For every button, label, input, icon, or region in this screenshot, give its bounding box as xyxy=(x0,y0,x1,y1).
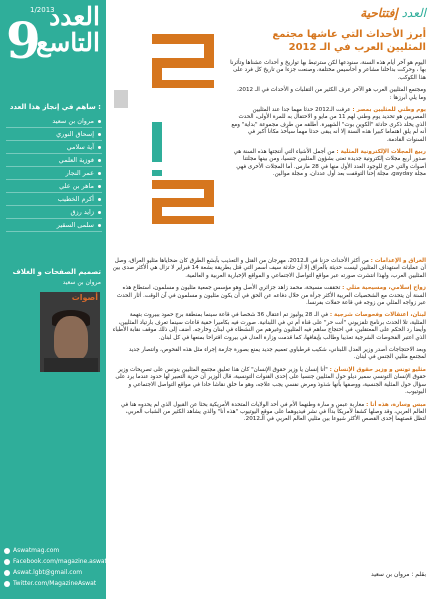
text-magazines: من أجمل الأشياء التي أنتجتها هذه السنة هي صدور أربع مجلات إلكترونية جديدة تعنى بشؤون المثليين جنسيا، ومن بينها مجلتنا أصوات والتي خرج للوجود العدد الأول منها في 28 مارس. أما المجلات الأخرى فهي مجلة gayday، مجلة إحنا التوقفت بعد أول عددان، و مجلة موالين. xyxy=(233,149,426,178)
label-marriage: زواج إسلامي، ومسيحية مثلي : xyxy=(342,285,426,292)
text-iraq: من أكثر الأحداث حزنا في الـ2012، مهرجان من القتل و التعذيب بأبشع الطرق كان ضحاياها مثليو العراق، وصل أن عمليات استهداف المثليين ليست حديثة بالعراق إلا أن حادثة سيف أسمر التي قتل بطريقة بشعة 14 فبراير لا تزال هي الأكثر صدى بين المثليين العرب، ولهذا انتشرت صورته عبر مواقع التواصل الاجتماعي و المواقع الإخبارية العربية و العالمية. xyxy=(112,258,426,279)
issue-number: 9 xyxy=(6,11,41,70)
paragraph-lebanon-2: وبعد الاحتجاجات أصدر وزير العدل اللبناني، شكيب قرطباوي تعميم جديد يمنع بصورة جازمة إجراء مثل هذه الفحوص، وانتصار جديد لمجتمع مثليي الجنس في لبنان. xyxy=(128,347,426,361)
twitter-icon xyxy=(4,581,10,587)
facebook-icon xyxy=(4,559,10,565)
year-2012-graphic xyxy=(112,30,222,226)
label-egypt: يوم وطني للمثليين بمصر : xyxy=(352,107,426,114)
label-youtube: مبس وسارة، هذه أنا : xyxy=(366,401,426,408)
digit-2-bottom xyxy=(152,180,214,224)
sidebar xyxy=(0,0,106,599)
paragraph-marriage xyxy=(112,285,426,307)
paragraph-tunisia xyxy=(112,367,426,397)
digit-0 xyxy=(114,90,128,108)
article-column-top xyxy=(230,60,426,184)
contributor-item: ماهر بن علي xyxy=(6,180,102,193)
article-column-full xyxy=(112,258,426,429)
cover-face xyxy=(54,316,88,360)
web-icon xyxy=(4,548,10,554)
cover-masthead: أصوات xyxy=(71,293,98,302)
paragraph-magazines xyxy=(230,149,426,179)
contributor-item: زايد رزق xyxy=(6,206,102,219)
contributor-item: عمر النجار xyxy=(6,167,102,180)
label-tunisia: مثليو تونس و وزير حقوق الإنسان : xyxy=(329,366,426,373)
paragraph-egypt xyxy=(230,107,426,144)
logo-suffix: العدد xyxy=(401,6,426,20)
article-byline: بقلم : مروان بن سعيد xyxy=(371,571,426,578)
text-lebanon: في الـ 28 يوليوز تم اعتقال 36 شخصا في قاعة سينما بمنطقة برج حمود ببيروت بتهمة المثلية، تلا الحدث برنامج تلفزيوني "أنت حر" على قناة أم تي في اللبنانية. صورت فيه بكاميرا خفية قاعات سينما تعرف بارتياد المثليين، وأيضا رد الحكم على المعتقلين، في احتجاج ساهم فيه المثليون وغيرهم من النشطاء في لبنان وخارجه. أضف إلى ذلك موقف نقابة الأطباء الذي اعتبر الفحوصات الشرجية تعذيبا وطالب بإيقافها، كما قدمت وزارة العدل في بيروت اقتراحا بمنعها في كل لبنان. xyxy=(112,312,426,341)
cover-shirt xyxy=(44,358,98,372)
contributor-item: مروان بن سعيد xyxy=(6,115,102,128)
section-logo xyxy=(360,6,426,20)
label-iraq: العراق و الإعدامات : xyxy=(370,258,426,264)
contributor-item: أكرم الخطيب xyxy=(6,193,102,206)
magazine-cover-image xyxy=(40,292,100,372)
link-email[interactable] xyxy=(4,567,107,578)
link-facebook-text: Facebook.com/magazine.aswat xyxy=(13,558,107,565)
link-email-text: Aswat.lgbt@gmail.com xyxy=(13,569,83,576)
paragraph-lebanon xyxy=(112,312,426,342)
contact-links xyxy=(4,545,107,589)
design-title: تصميم الصفحات و الغلاف xyxy=(12,268,101,276)
text-youtube: مغاربة عبس و سارة وطنهما الأم في أحد الولايات المتحدة الأمريكية بحثا عن القبول الذي لم يحدوه هنا في العالم العربي، وقد وصلها كشفا لأمريكا بدأا في نشر فيديوهما على موقع اليوتيوب "هذه أنا" والذي يشاهد الكثير من الشباب العربي، لتظل قصتهما إحدى القصص الأكثر شيوعا بين مثليي العالم العربي في الـ2012. xyxy=(120,401,426,423)
contributors-title: ساهم في إنجاز هذا العدد : xyxy=(9,103,101,111)
design-by: مروان بن سعيد xyxy=(62,279,101,286)
paragraph-iraq xyxy=(112,258,426,280)
contributor-item: آية سلامي xyxy=(6,141,102,154)
paragraph-intro-2: ومجتمع المثليين العرب هو الآخر عرف الكثير من التقلبات و الأحداث في الـ 2012، وما يلي أبرزها : xyxy=(237,87,426,101)
issue-word: العدد xyxy=(49,2,100,31)
link-facebook[interactable] xyxy=(4,556,107,567)
link-website[interactable] xyxy=(4,545,107,556)
link-website-text: Aswatmag.com xyxy=(13,547,60,554)
contributors-list xyxy=(6,115,102,232)
paragraph-youtube xyxy=(112,402,426,424)
issue-date: 1/2013 xyxy=(30,6,55,14)
link-twitter-text: Twitter.com/MagazineAswat xyxy=(13,580,97,587)
label-magazines: ربيع المجلات الإلكترونية المثلية : xyxy=(336,149,426,156)
text-tunisia: "أنا إنسان يا وزير حقوق الإنسان" كان هذا تعليق مجتمع المثليين بتونس على تصريحات وزير حقوق الإنسان التونسي سمير ديلو حول المثليين جنسيا على إحدى القنوات التونسية، قال الوزير أن حرية التعبير لها حدود عندما يرد على سؤال حول المثلية الجنسية، ووصفها بأنها شذوذ ومرض نفسي يجب علاجه، وهو ما خلق نقاشا حادا في مواقع التواصل الاجتماعي و اليوتيوب. xyxy=(115,366,426,396)
link-twitter[interactable] xyxy=(4,578,107,589)
paragraph-intro: اليوم هو آخر أيام هذه السنة، سنودعها لكن سترتبط بها تواريخ و أحداث عشناها وتأثرنا بها ، وحركت بداخلنا مشاعر و أحاسيس مختلفة، وصنعت جزءا من تاريخ كل فرد على هذا الكوكب. xyxy=(230,60,426,81)
issue-heading xyxy=(36,4,100,56)
text-marriage: تحققت مسيحة، محمد زاهد جزائري الأصل وهو مؤسس جمعية مثليون و مسلمون، استطاع هذه السنة أن يتحدث مع الشخصيات العربية الأكثر جرأة من خلال دفاعه عن الحق في أن يكون مثليون و مسلمون في آن الوقت. أثار الحدث عبر زواجه المثلي من زوجه في قاعة حفلات بفرنسا. xyxy=(116,285,426,307)
digit-1 xyxy=(152,122,162,176)
article-title: أبرز الأحداث التي عاشها مجتمع المثليين العرب في الـ 2012 xyxy=(272,29,426,53)
label-lebanon: لبنان، اعتقالات وفحوصات شرجية : xyxy=(329,312,426,319)
digit-2-top xyxy=(152,34,214,88)
issue-ordinal: التاسع xyxy=(36,28,100,57)
contributor-item: فوزية العلمي xyxy=(6,154,102,167)
contributor-item: سلمى السقير xyxy=(6,219,102,232)
text-egypt: عرفت الـ2012 حدثا مهما جدا عند المثليين المصريين هو تحديد يوم وطني لهم 11 من مايو و الاحتفال به للمرة الأولى، الحدث الذي يخلد ذكرى حادثة "الكوين بوت" الشهيرة. أطلقه من طرف مجموعة "بداية" ومع أنه لم يلق اهتماما كبيرا هذه السنة إلا أنه يبقى حدثا مهما سيأخذ مكانا أكبر في السنوات القادمة. xyxy=(231,107,426,143)
logo-prefix: إفتتاحية xyxy=(360,6,398,20)
contributor-item: إسحاق النوري xyxy=(6,128,102,141)
mail-icon xyxy=(4,570,10,576)
